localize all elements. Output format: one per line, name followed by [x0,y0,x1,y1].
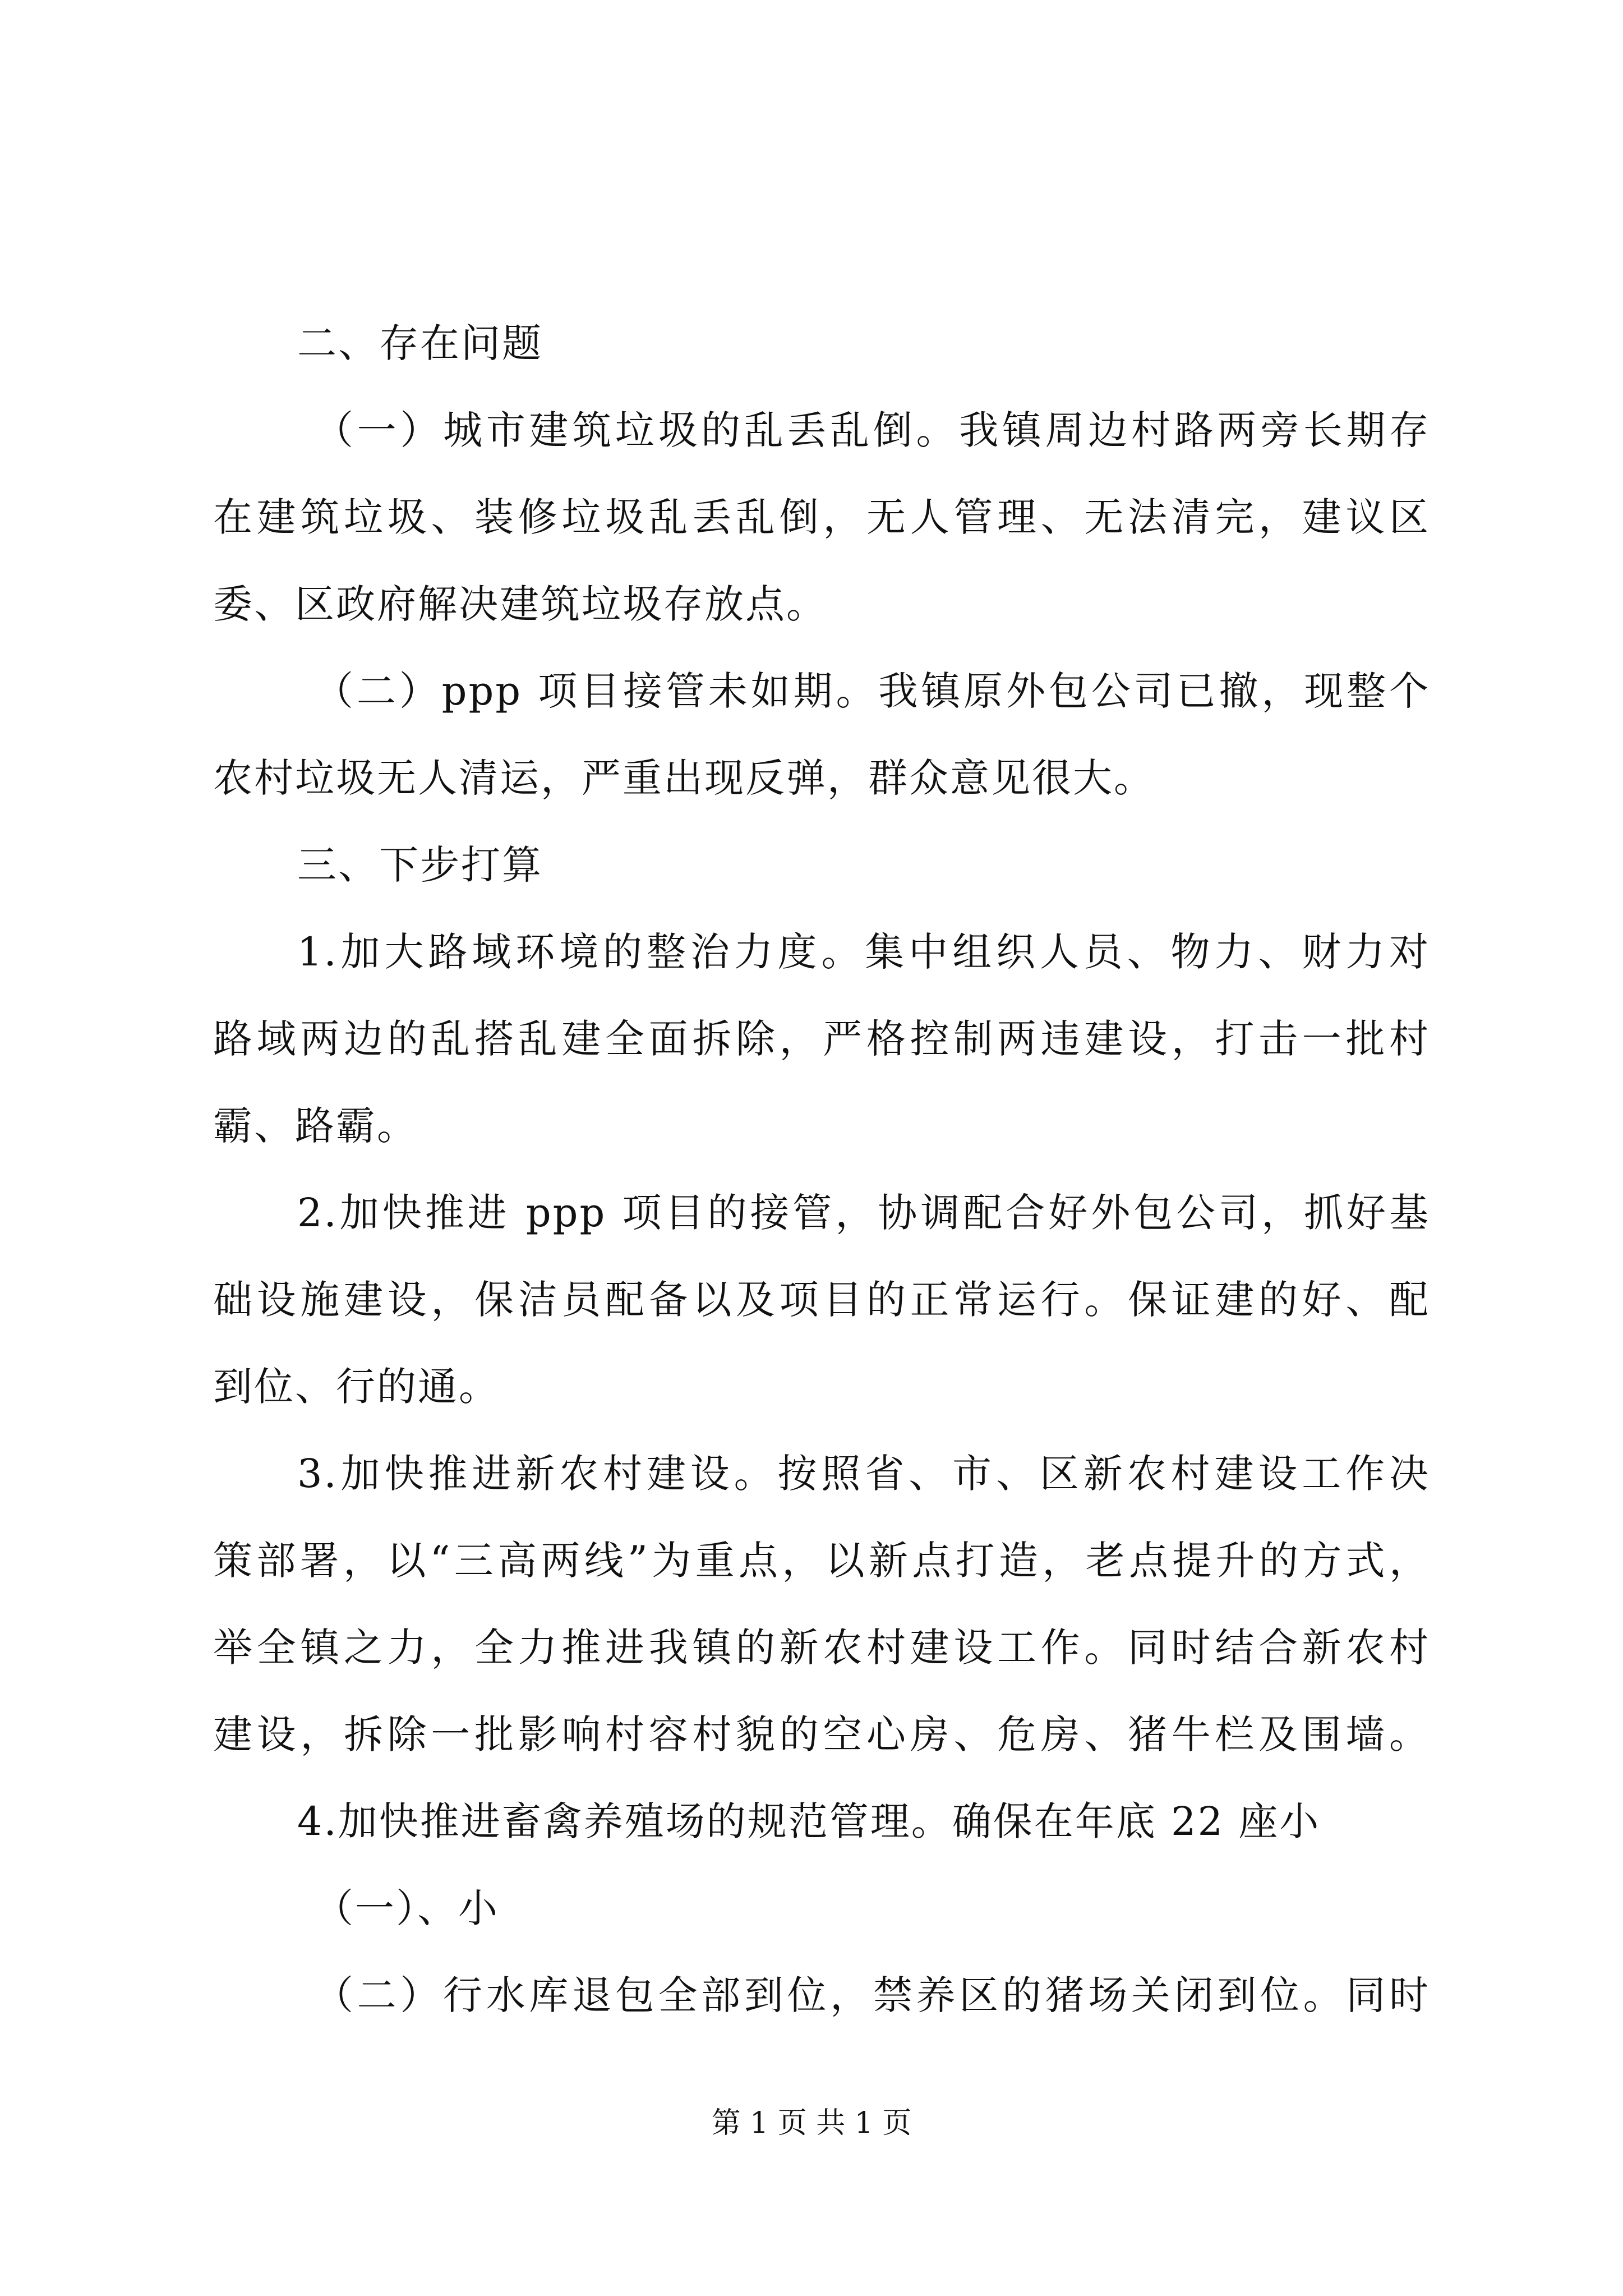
paragraph-line: 农村垃圾无人清运，严重出现反弹，群众意见很大。 [213,755,1155,801]
paragraph-line: 础设施建设，保洁员配备以及项目的正常运行。保证建的好、配 [213,1277,1430,1323]
paragraph-line: 1.加大路域环境的整治力度。集中组织人员、物力、财力对 [297,929,1430,975]
paragraph-line: 建设，拆除一批影响村容村貌的空心房、危房、猪牛栏及围墙。 [213,1711,1430,1757]
paragraph-line: （一）、小 [314,1885,499,1931]
paragraph-line: 4.加快推进畜禽养殖场的规范管理。确保在年底 22 座小 [297,1798,1321,1844]
paragraph-line: （一）城市建筑垃圾的乱丢乱倒。我镇周边村路两旁长期存 [314,407,1430,453]
paragraph-line: 在建筑垃圾、装修垃圾乱丢乱倒，无人管理、无法清完，建议区 [213,494,1430,540]
paragraph-line: （二）行水库退包全部到位，禁养区的猪场关闭到位。同时 [314,1972,1430,2018]
paragraph-line: （二）ppp 项目接管未如期。我镇原外包公司已撤，现整个 [314,668,1430,714]
paragraph-line: 策部署，以“三高两线”为重点，以新点打造，老点提升的方式， [213,1538,1430,1584]
page-footer: 第 1 页 共 1 页 [711,2106,912,2140]
paragraph-line: 委、区政府解决建筑垃圾存放点。 [213,581,827,627]
paragraph-line: 到位、行的通。 [213,1364,500,1410]
section-heading-next-steps: 三、下步打算 [297,842,543,888]
paragraph-line: 3.加快推进新农村建设。按照省、市、区新农村建设工作决 [297,1451,1430,1497]
paragraph-line: 霸、路霸。 [213,1103,418,1149]
paragraph-line: 举全镇之力，全力推进我镇的新农村建设工作。同时结合新农村 [213,1625,1430,1671]
section-heading-problems: 二、存在问题 [297,320,543,366]
paragraph-line: 2.加快推进 ppp 项目的接管，协调配合好外包公司，抓好基 [297,1190,1430,1236]
document-body [213,300,1430,2039]
paragraph-line: 路域两边的乱搭乱建全面拆除，严格控制两违建设，打击一批村 [213,1016,1430,1062]
